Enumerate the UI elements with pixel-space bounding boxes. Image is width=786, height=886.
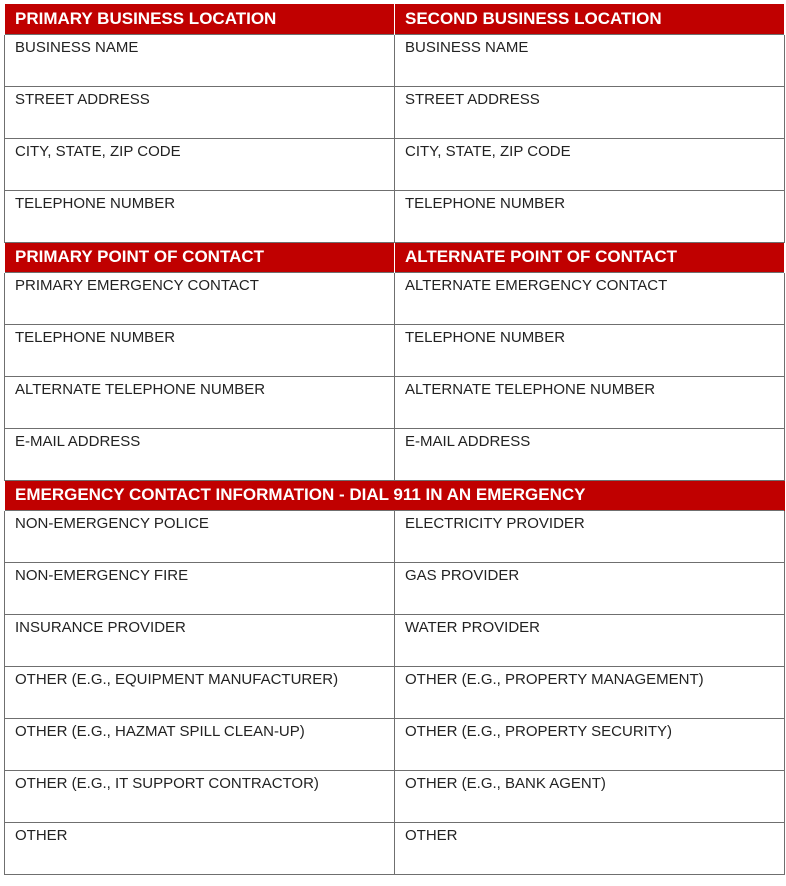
primary-contact-alt-telephone-field[interactable]: ALTERNATE TELEPHONE NUMBER xyxy=(5,376,395,428)
other-left-field[interactable]: OTHER xyxy=(5,822,395,874)
other-hazmat-cleanup-field[interactable]: OTHER (E.G., HAZMAT SPILL CLEAN-UP) xyxy=(5,718,395,770)
form-row xyxy=(5,718,785,770)
form-row xyxy=(5,190,785,242)
alternate-contact-alt-telephone-field[interactable]: ALTERNATE TELEPHONE NUMBER xyxy=(395,376,785,428)
alternate-point-of-contact-header: ALTERNATE POINT OF CONTACT xyxy=(395,242,785,272)
form-row xyxy=(5,614,785,666)
form-row xyxy=(5,34,785,86)
section-header-row xyxy=(5,480,785,510)
non-emergency-police-field[interactable]: NON-EMERGENCY POLICE xyxy=(5,510,395,562)
second-street-address-field[interactable]: STREET ADDRESS xyxy=(395,86,785,138)
second-city-state-zip-field[interactable]: CITY, STATE, ZIP CODE xyxy=(395,138,785,190)
primary-business-name-field[interactable]: BUSINESS NAME xyxy=(5,34,395,86)
primary-contact-email-field[interactable]: E-MAIL ADDRESS xyxy=(5,428,395,480)
form-row xyxy=(5,272,785,324)
water-provider-field[interactable]: WATER PROVIDER xyxy=(395,614,785,666)
form-row xyxy=(5,324,785,376)
form-row xyxy=(5,510,785,562)
form-row xyxy=(5,138,785,190)
other-property-security-field[interactable]: OTHER (E.G., PROPERTY SECURITY) xyxy=(395,718,785,770)
form-row xyxy=(5,86,785,138)
form-row xyxy=(5,666,785,718)
section-header-row xyxy=(5,242,785,272)
gas-provider-field[interactable]: GAS PROVIDER xyxy=(395,562,785,614)
non-emergency-fire-field[interactable]: NON-EMERGENCY FIRE xyxy=(5,562,395,614)
form-row xyxy=(5,822,785,874)
other-right-field[interactable]: OTHER xyxy=(395,822,785,874)
alternate-emergency-contact-field[interactable]: ALTERNATE EMERGENCY CONTACT xyxy=(395,272,785,324)
emergency-contact-information-header: EMERGENCY CONTACT INFORMATION - DIAL 911 IN AN EMERGENCY xyxy=(5,480,785,510)
second-telephone-field[interactable]: TELEPHONE NUMBER xyxy=(395,190,785,242)
primary-telephone-field[interactable]: TELEPHONE NUMBER xyxy=(5,190,395,242)
primary-point-of-contact-header: PRIMARY POINT OF CONTACT xyxy=(5,242,395,272)
other-equipment-manufacturer-field[interactable]: OTHER (E.G., EQUIPMENT MANUFACTURER) xyxy=(5,666,395,718)
alternate-contact-telephone-field[interactable]: TELEPHONE NUMBER xyxy=(395,324,785,376)
form-row xyxy=(5,562,785,614)
other-it-support-field[interactable]: OTHER (E.G., IT SUPPORT CONTRACTOR) xyxy=(5,770,395,822)
primary-contact-telephone-field[interactable]: TELEPHONE NUMBER xyxy=(5,324,395,376)
alternate-contact-email-field[interactable]: E-MAIL ADDRESS xyxy=(395,428,785,480)
primary-city-state-zip-field[interactable]: CITY, STATE, ZIP CODE xyxy=(5,138,395,190)
section-header-row xyxy=(5,4,785,34)
form-row xyxy=(5,376,785,428)
other-bank-agent-field[interactable]: OTHER (E.G., BANK AGENT) xyxy=(395,770,785,822)
electricity-provider-field[interactable]: ELECTRICITY PROVIDER xyxy=(395,510,785,562)
contact-form-sheet xyxy=(4,4,784,875)
other-property-management-field[interactable]: OTHER (E.G., PROPERTY MANAGEMENT) xyxy=(395,666,785,718)
contact-form-table xyxy=(4,4,785,875)
insurance-provider-field[interactable]: INSURANCE PROVIDER xyxy=(5,614,395,666)
primary-street-address-field[interactable]: STREET ADDRESS xyxy=(5,86,395,138)
primary-business-location-header: PRIMARY BUSINESS LOCATION xyxy=(5,4,395,34)
form-row xyxy=(5,428,785,480)
second-business-name-field[interactable]: BUSINESS NAME xyxy=(395,34,785,86)
primary-emergency-contact-field[interactable]: PRIMARY EMERGENCY CONTACT xyxy=(5,272,395,324)
second-business-location-header: SECOND BUSINESS LOCATION xyxy=(395,4,785,34)
form-row xyxy=(5,770,785,822)
